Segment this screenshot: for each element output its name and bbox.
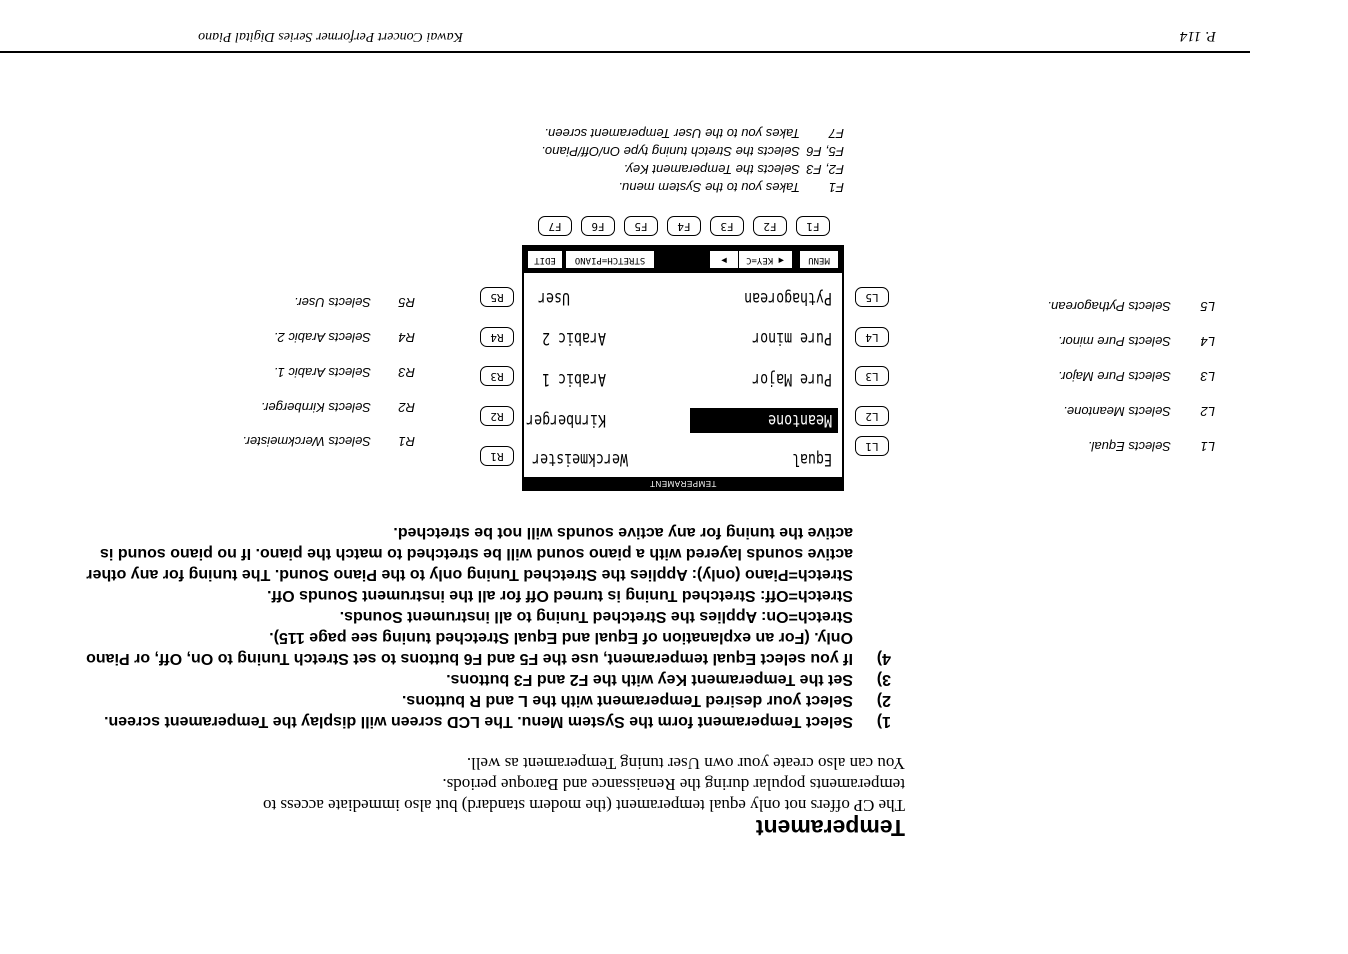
step-item: 2)Select your desired Temperament with the L and R buttons. — [401, 692, 891, 709]
lcd-edit-button[interactable]: EDIT — [528, 251, 562, 268]
l1-button[interactable]: L1 — [855, 436, 889, 456]
annotation-f1: F1Takes you to the System menu. — [618, 180, 844, 195]
step-4-line: Stretch=On: Applies the Stretched Tuning to all instrument Sounds. — [339, 608, 853, 625]
lcd-item-user[interactable]: User — [538, 288, 570, 308]
lcd-screen — [522, 245, 844, 491]
f7-button[interactable]: F7 — [538, 216, 572, 236]
f3-button[interactable]: F3 — [710, 216, 744, 236]
lcd-item-pythagorean[interactable]: Pythagorean — [744, 288, 832, 308]
annotation-l5: L5Selects Pythagorean. — [1047, 299, 1215, 314]
lcd-title: TEMPERAMENT — [524, 477, 842, 489]
annotation-l2: L2Selects Meantone. — [1063, 404, 1215, 419]
lcd-item-pure-minor[interactable]: Pure minor — [752, 328, 832, 348]
annotation-l3: L3Selects Pure Major. — [1058, 369, 1215, 384]
r5-button[interactable]: R5 — [480, 287, 514, 307]
r2-button[interactable]: R2 — [480, 406, 514, 426]
lcd-key-display[interactable]: ◀ KEY=C — [738, 251, 792, 268]
step-4-line: Stretch=Off: Stretched Tuning is turned Off for all the instrument Sounds Off. — [267, 587, 853, 604]
annotation-r5: R5Selects User. — [294, 295, 415, 310]
intro-line: The CP offers not only equal temperament (the modern standard) but also immediate access to — [262, 796, 905, 815]
annotation-f7: F7Takes you to the User Temperament screen. — [544, 126, 844, 141]
lcd-item-meantone[interactable]: Meantone — [768, 410, 832, 430]
step-4-line: active sounds layered with a piano sound will be stretched to match the piano. If no piano sound is — [100, 545, 853, 562]
l2-button[interactable]: L2 — [855, 406, 889, 426]
step-item: 3)Set the Temperament Key with the F2 and F3 buttons. — [446, 671, 891, 688]
intro-line: temperaments popular during the Renaissance and Baroque periods. — [442, 775, 905, 794]
lcd-menu-button[interactable]: MENU — [800, 251, 838, 268]
annotation-f2-f3: F2, F3Selects the Temperament Key. — [623, 162, 844, 177]
r3-button[interactable]: R3 — [480, 366, 514, 386]
annotation-l1: L1Selects Equal. — [1087, 439, 1215, 454]
r1-button[interactable]: R1 — [480, 446, 514, 466]
l3-button[interactable]: L3 — [855, 366, 889, 386]
header-title: Kawai Concert Performer Series Digital Piano — [198, 29, 463, 44]
annotation-r2: R2Selects Kirnberger. — [260, 400, 415, 415]
section-title: Temperament — [755, 815, 905, 841]
lcd-function-bar — [524, 247, 842, 273]
step-item: 4)If you select Equal temperament, use the F5 and F6 buttons to set Stretch Tuning to On, Off, or Piano — [86, 650, 891, 667]
lcd-item-kirnberger[interactable]: Kirnberger — [526, 410, 606, 430]
annotation-r1: R1Selects Werckmeister. — [242, 434, 415, 449]
lcd-item-equal[interactable]: Equal — [792, 449, 832, 469]
lcd-item-werckmeister[interactable]: Werckmeister — [532, 449, 628, 469]
lcd-item-arabic-1[interactable]: Arabic 1 — [542, 369, 606, 389]
f6-button[interactable]: F6 — [581, 216, 615, 236]
annotation-r4: R4Selects Arabic 2. — [273, 330, 415, 345]
f4-button[interactable]: F4 — [667, 216, 701, 236]
annotation-r3: R3Selects Arabic 1. — [273, 365, 415, 380]
step-4-line: Stretch=Piano (only): Applies the Stretched Tuning only to the Piano Sound. The tuning for any other — [86, 566, 853, 583]
l4-button[interactable]: L4 — [855, 327, 889, 347]
lcd-item-pure-major[interactable]: Pure Major — [752, 369, 832, 389]
page-number: P. 114 — [1179, 28, 1216, 44]
f2-button[interactable]: F2 — [753, 216, 787, 236]
annotation-l4: L4Selects Pure minor. — [1058, 334, 1215, 349]
step-4-line: active the tuning for any active sounds will not be stretched. — [393, 524, 853, 541]
step-4-line: Only. (For an explanation of Equal and Equal Stretched tuning see page 115). — [269, 629, 853, 646]
lcd-item-arabic-2[interactable]: Arabic 2 — [542, 328, 606, 348]
r4-button[interactable]: R4 — [480, 327, 514, 347]
annotation-f5-f6: F5, F6Selects the Stretch tuning type On/Off/Piano. — [541, 144, 844, 159]
f1-button[interactable]: F1 — [796, 216, 830, 236]
f5-button[interactable]: F5 — [624, 216, 658, 236]
step-item: 1)Select Temperament form the System Menu. The LCD screen will display the Temperament screen. — [104, 713, 891, 730]
lcd-stretch-display[interactable]: STRETCH=PIANO — [566, 251, 654, 268]
header-rule — [0, 51, 1250, 53]
intro-line: You can also create your own User tuning Temperament as well. — [466, 754, 905, 773]
arrow-right-icon[interactable]: ▶ — [710, 251, 738, 268]
l5-button[interactable]: L5 — [855, 287, 889, 307]
